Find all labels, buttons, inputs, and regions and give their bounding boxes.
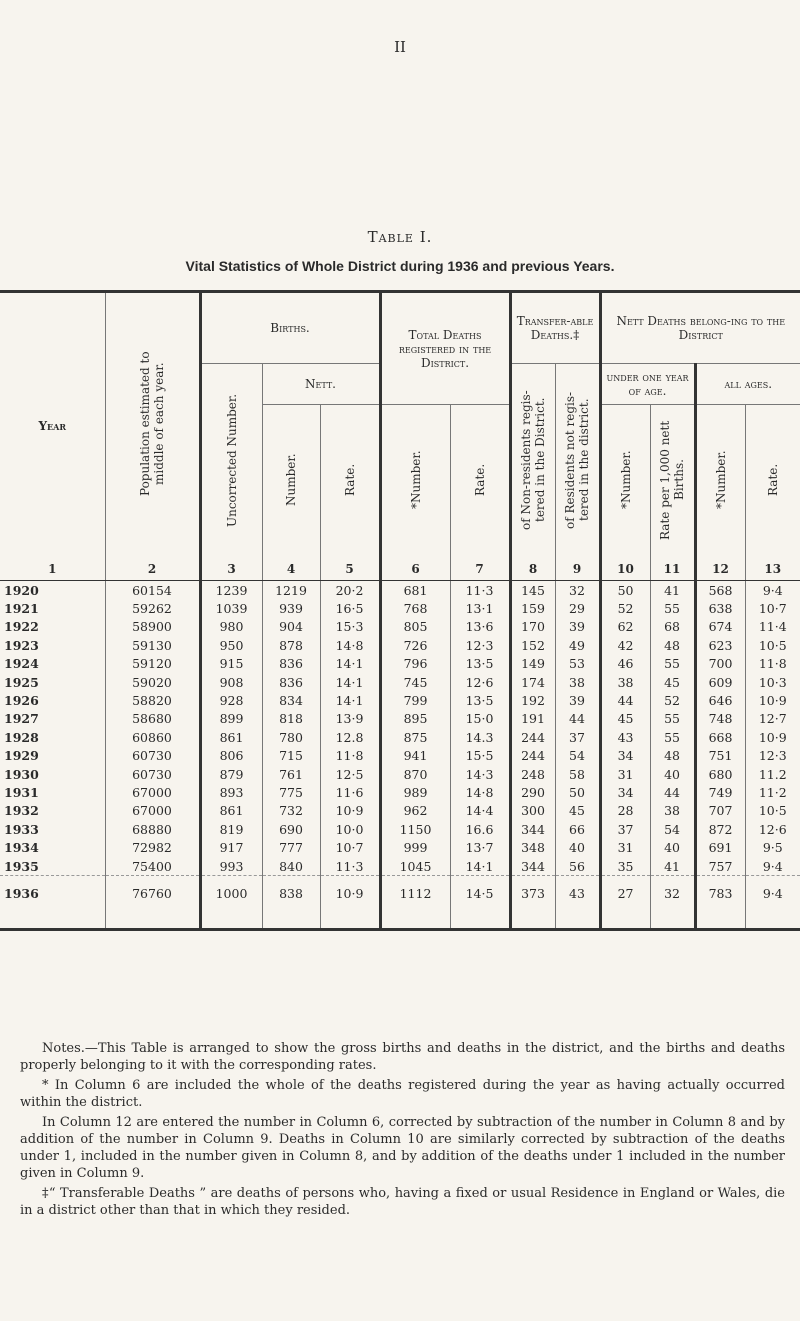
table-cell: 748 xyxy=(695,710,745,728)
table-cell: 908 xyxy=(200,673,262,691)
header-births-rate: Rate. xyxy=(342,463,357,497)
table-cell: 300 xyxy=(510,802,555,820)
table-cell: 13·5 xyxy=(450,691,510,709)
table-row xyxy=(0,691,800,709)
table-cell: 861 xyxy=(200,802,262,820)
table-cell: 10·9 xyxy=(320,802,380,820)
column-number: 1 xyxy=(0,558,105,581)
table-cell: 11·3 xyxy=(450,581,510,600)
table-row xyxy=(0,655,800,673)
table-cell: 58820 xyxy=(105,691,200,709)
table-cell: 48 xyxy=(650,747,695,765)
table-cell: 10·9 xyxy=(745,691,800,709)
year-cell: 1923 xyxy=(4,637,39,653)
table-cell: 14·8 xyxy=(320,636,380,654)
year-cell: 1925 xyxy=(4,674,39,690)
table-cell: 568 xyxy=(695,581,745,600)
table-cell: 20·2 xyxy=(320,581,380,600)
table-cell: 13·1 xyxy=(450,599,510,617)
table-cell: 59020 xyxy=(105,673,200,691)
table-cell: 609 xyxy=(695,673,745,691)
table-cell: 950 xyxy=(200,636,262,654)
column-number: 3 xyxy=(200,558,262,581)
header-under-one: under one year of age. xyxy=(600,364,695,405)
column-number: 5 xyxy=(320,558,380,581)
note-paragraph: ‡“ Transferable Deaths ” are deaths of persons who, having a fixed or usual Residence in England or Wales, die in a district other than that in which they resided. xyxy=(20,1186,785,1218)
table-cell: 39 xyxy=(555,691,600,709)
table-cell: 149 xyxy=(510,655,555,673)
table-cell: 29 xyxy=(555,599,600,617)
table-cell: 10·3 xyxy=(745,673,800,691)
table-cell: 11.2 xyxy=(745,765,800,783)
table-cell: 915 xyxy=(200,655,262,673)
year-cell: 1934 xyxy=(4,840,39,856)
table-cell: 1045 xyxy=(380,857,450,876)
table-cell: 44 xyxy=(600,691,650,709)
table-cell: 66 xyxy=(555,820,600,838)
table-subtitle: Vital Statistics of Whole District during 1936 and previous Years. xyxy=(185,258,615,274)
table-cell: 623 xyxy=(695,636,745,654)
table-cell: 989 xyxy=(380,783,450,801)
column-number: 10 xyxy=(600,558,650,581)
table-cell: 34 xyxy=(600,783,650,801)
table-cell: 67000 xyxy=(105,783,200,801)
table-cell: 872 xyxy=(695,820,745,838)
table-cell: 14·1 xyxy=(320,673,380,691)
header-population: Population estimated to middle of each year. xyxy=(138,351,166,497)
table-cell: 775 xyxy=(262,783,320,801)
table-cell: 674 xyxy=(695,618,745,636)
table-cell: 980 xyxy=(200,618,262,636)
table-cell: 962 xyxy=(380,802,450,820)
table-cell: 10·9 xyxy=(745,728,800,746)
year-cell: 1926 xyxy=(4,693,39,709)
year-cell: 1931 xyxy=(4,784,39,800)
column-number: 8 xyxy=(510,558,555,581)
table-cell: 14·3 xyxy=(450,765,510,783)
table-cell: 170 xyxy=(510,618,555,636)
table-cell: 12·6 xyxy=(450,673,510,691)
table-cell: 45 xyxy=(555,802,600,820)
table-cell: 44 xyxy=(555,710,600,728)
header-total-deaths: Total Deaths registered in the District. xyxy=(380,292,510,405)
table-cell: 668 xyxy=(695,728,745,746)
header-births: Births. xyxy=(200,292,380,364)
note-paragraph: * In Column 6 are included the whole of the deaths registered during the year as having actually occurred within the district. xyxy=(20,1078,785,1110)
table-cell: 12.8 xyxy=(320,728,380,746)
table-cell: 58 xyxy=(555,765,600,783)
table-row xyxy=(0,581,800,600)
header-residents: of Residents not regis-tered in the district. xyxy=(563,390,591,529)
table-cell: 1000 xyxy=(200,876,262,930)
table-cell: 59120 xyxy=(105,655,200,673)
table-cell: 16.6 xyxy=(450,820,510,838)
table-cell: 14·4 xyxy=(450,802,510,820)
table-cell: 700 xyxy=(695,655,745,673)
table-cell: 39 xyxy=(555,618,600,636)
table-cell: 840 xyxy=(262,857,320,876)
table-cell: 50 xyxy=(555,783,600,801)
table-cell: 818 xyxy=(262,710,320,728)
table-row xyxy=(0,618,800,636)
table-cell: 12·3 xyxy=(450,636,510,654)
header-rate-per-1000: Rate per 1,000 nett Births. xyxy=(658,420,687,540)
table-cell: 768 xyxy=(380,599,450,617)
table-cell: 37 xyxy=(600,820,650,838)
table-cell: 14.3 xyxy=(450,728,510,746)
header-nett: Nett. xyxy=(262,364,380,405)
table-cell: 62 xyxy=(600,618,650,636)
column-number: 7 xyxy=(450,558,510,581)
table-cell: 174 xyxy=(510,673,555,691)
year-cell: 1933 xyxy=(4,821,39,837)
header-deaths-number: *Number. xyxy=(408,450,423,510)
table-cell: 757 xyxy=(695,857,745,876)
table-cell: 10·0 xyxy=(320,820,380,838)
table-row xyxy=(0,747,800,765)
table-cell: 870 xyxy=(380,765,450,783)
table-cell: 60154 xyxy=(105,581,200,600)
table-cell: 777 xyxy=(262,838,320,856)
table-cell: 14·1 xyxy=(320,691,380,709)
table-cell: 805 xyxy=(380,618,450,636)
table-row xyxy=(0,636,800,654)
table-cell: 819 xyxy=(200,820,262,838)
table-cell: 145 xyxy=(510,581,555,600)
header-transferable: Transfer-able Deaths.‡ xyxy=(510,292,600,364)
table-cell: 52 xyxy=(600,599,650,617)
table-cell: 726 xyxy=(380,636,450,654)
header-year: Year xyxy=(38,418,67,433)
table-cell: 749 xyxy=(695,783,745,801)
table-cell: 43 xyxy=(600,728,650,746)
table-cell: 838 xyxy=(262,876,320,930)
year-cell: 1924 xyxy=(4,656,39,672)
table-cell: 11·4 xyxy=(745,618,800,636)
table-cell: 37 xyxy=(555,728,600,746)
table-cell: 15·0 xyxy=(450,710,510,728)
table-cell: 192 xyxy=(510,691,555,709)
table-cell: 917 xyxy=(200,838,262,856)
table-row xyxy=(0,820,800,838)
table-row xyxy=(0,765,800,783)
table-cell: 42 xyxy=(600,636,650,654)
table-cell: 9·4 xyxy=(745,581,800,600)
table-cell: 38 xyxy=(650,802,695,820)
table-cell: 14·1 xyxy=(320,655,380,673)
table-cell: 248 xyxy=(510,765,555,783)
table-cell: 9·4 xyxy=(745,857,800,876)
year-cell: 1929 xyxy=(4,748,39,764)
table-cell: 54 xyxy=(650,820,695,838)
table-row xyxy=(0,802,800,820)
table-cell: 12·5 xyxy=(320,765,380,783)
table-cell: 836 xyxy=(262,655,320,673)
table-row xyxy=(0,838,800,856)
table-cell: 191 xyxy=(510,710,555,728)
table-cell: 159 xyxy=(510,599,555,617)
note-paragraph: Notes.—This Table is arranged to show the gross births and deaths in the district, and the births and deaths properly belonging to it with the corresponding rates. xyxy=(20,1041,785,1073)
table-cell: 52 xyxy=(650,691,695,709)
table-cell: 244 xyxy=(510,728,555,746)
table-cell: 41 xyxy=(650,857,695,876)
table-cell: 796 xyxy=(380,655,450,673)
table-cell: 836 xyxy=(262,673,320,691)
table-cell: 10·9 xyxy=(320,876,380,930)
table-cell: 55 xyxy=(650,728,695,746)
table-cell: 732 xyxy=(262,802,320,820)
table-cell: 646 xyxy=(695,691,745,709)
table-cell: 11·2 xyxy=(745,783,800,801)
table-cell: 799 xyxy=(380,691,450,709)
table-cell: 67000 xyxy=(105,802,200,820)
table-cell: 38 xyxy=(555,673,600,691)
table-cell: 244 xyxy=(510,747,555,765)
table-cell: 76760 xyxy=(105,876,200,930)
year-cell: 1922 xyxy=(4,619,39,635)
table-cell: 373 xyxy=(510,876,555,930)
table-cell: 680 xyxy=(695,765,745,783)
table-cell: 10·5 xyxy=(745,802,800,820)
table-cell: 761 xyxy=(262,765,320,783)
table-cell: 638 xyxy=(695,599,745,617)
table-cell: 899 xyxy=(200,710,262,728)
year-cell: 1927 xyxy=(4,711,39,727)
header-all-ages-number: *Number. xyxy=(713,450,728,510)
table-cell: 10·7 xyxy=(745,599,800,617)
table-cell: 34 xyxy=(600,747,650,765)
table-cell: 893 xyxy=(200,783,262,801)
table-cell: 691 xyxy=(695,838,745,856)
table-cell: 35 xyxy=(600,857,650,876)
table-cell: 895 xyxy=(380,710,450,728)
table-cell: 806 xyxy=(200,747,262,765)
table-cell: 54 xyxy=(555,747,600,765)
table-cell: 690 xyxy=(262,820,320,838)
table-cell: 751 xyxy=(695,747,745,765)
table-cell: 59262 xyxy=(105,599,200,617)
table-row xyxy=(0,857,800,876)
notes xyxy=(20,1040,785,1222)
table-cell: 13·7 xyxy=(450,838,510,856)
table-cell: 999 xyxy=(380,838,450,856)
table-cell: 31 xyxy=(600,765,650,783)
table-cell: 44 xyxy=(650,783,695,801)
table-cell: 41 xyxy=(650,581,695,600)
table-cell: 56 xyxy=(555,857,600,876)
table-cell: 60860 xyxy=(105,728,200,746)
table-cell: 12·3 xyxy=(745,747,800,765)
table-row xyxy=(0,673,800,691)
table-cell: 60730 xyxy=(105,747,200,765)
table-cell: 879 xyxy=(200,765,262,783)
table-cell: 928 xyxy=(200,691,262,709)
table-cell: 72982 xyxy=(105,838,200,856)
table-cell: 834 xyxy=(262,691,320,709)
table-cell: 59130 xyxy=(105,636,200,654)
table-cell: 290 xyxy=(510,783,555,801)
table-cell: 75400 xyxy=(105,857,200,876)
table-cell: 904 xyxy=(262,618,320,636)
table-cell: 48 xyxy=(650,636,695,654)
table-cell: 40 xyxy=(555,838,600,856)
table-cell: 31 xyxy=(600,838,650,856)
year-cell: 1936 xyxy=(0,876,105,930)
column-number: 2 xyxy=(105,558,200,581)
table-cell: 745 xyxy=(380,673,450,691)
column-number: 13 xyxy=(745,558,800,581)
table-cell: 13·5 xyxy=(450,655,510,673)
table-cell: 861 xyxy=(200,728,262,746)
table-cell: 58900 xyxy=(105,618,200,636)
column-number: 4 xyxy=(262,558,320,581)
table-cell: 15·3 xyxy=(320,618,380,636)
table-cell: 9·5 xyxy=(745,838,800,856)
table-cell: 12·7 xyxy=(745,710,800,728)
vital-statistics-table xyxy=(0,290,800,931)
table-cell: 1112 xyxy=(380,876,450,930)
table-cell: 46 xyxy=(600,655,650,673)
table-cell: 939 xyxy=(262,599,320,617)
table-cell: 16·5 xyxy=(320,599,380,617)
column-number: 11 xyxy=(650,558,695,581)
header-nett-deaths: Nett Deaths belong-ing to the District xyxy=(600,292,800,364)
table-cell: 53 xyxy=(555,655,600,673)
header-all-ages-rate: Rate. xyxy=(765,463,780,497)
table-cell: 50 xyxy=(600,581,650,600)
note-paragraph: In Column 12 are entered the number in Column 6, corrected by subtraction of the number in Column 8 and by addition of the number in Column 9. Deaths in Column 10 are similarly corrected by subtraction of the deaths under 1, included in the number given in Column 8, and by addition of the deaths under 1 included in the number given in Column 9. xyxy=(20,1115,785,1181)
table-cell: 10·7 xyxy=(320,838,380,856)
table-cell: 14·8 xyxy=(450,783,510,801)
table-cell: 1239 xyxy=(200,581,262,600)
table-cell: 993 xyxy=(200,857,262,876)
year-cell: 1932 xyxy=(4,803,39,819)
table-cell: 55 xyxy=(650,655,695,673)
table-cell: 40 xyxy=(650,838,695,856)
table-cell: 707 xyxy=(695,802,745,820)
table-cell: 681 xyxy=(380,581,450,600)
year-cell: 1920 xyxy=(4,582,39,598)
table-cell: 45 xyxy=(650,673,695,691)
table-cell: 9·4 xyxy=(745,876,800,930)
table-cell: 13·6 xyxy=(450,618,510,636)
table-cell: 14·5 xyxy=(450,876,510,930)
table-row xyxy=(0,710,800,728)
table-cell: 27 xyxy=(600,876,650,930)
column-number: 12 xyxy=(695,558,745,581)
table-row xyxy=(0,876,800,930)
table-cell: 344 xyxy=(510,820,555,838)
table-title: Table I. xyxy=(367,228,433,246)
page-number: II xyxy=(394,38,406,56)
year-cell: 1921 xyxy=(4,601,39,617)
year-cell: 1935 xyxy=(4,858,39,874)
table-cell: 11·8 xyxy=(745,655,800,673)
header-non-residents: of Non-residents regis-tered in the District. xyxy=(519,389,547,530)
table-cell: 715 xyxy=(262,747,320,765)
table-cell: 1219 xyxy=(262,581,320,600)
table-cell: 32 xyxy=(555,581,600,600)
table-cell: 344 xyxy=(510,857,555,876)
table-cell: 783 xyxy=(695,876,745,930)
table-cell: 12·6 xyxy=(745,820,800,838)
table-row xyxy=(0,728,800,746)
year-cell: 1928 xyxy=(4,729,39,745)
table-cell: 55 xyxy=(650,710,695,728)
table-cell: 28 xyxy=(600,802,650,820)
table-cell: 14·1 xyxy=(450,857,510,876)
table-cell: 780 xyxy=(262,728,320,746)
table-cell: 875 xyxy=(380,728,450,746)
table-cell: 43 xyxy=(555,876,600,930)
header-all-ages: all ages. xyxy=(695,364,800,405)
table-cell: 11·3 xyxy=(320,857,380,876)
table-cell: 68880 xyxy=(105,820,200,838)
header-under-one-number: *Number. xyxy=(618,450,633,510)
table-cell: 941 xyxy=(380,747,450,765)
table-cell: 1150 xyxy=(380,820,450,838)
header-deaths-rate: Rate. xyxy=(472,463,487,497)
table-cell: 55 xyxy=(650,599,695,617)
table-cell: 1039 xyxy=(200,599,262,617)
column-number: 9 xyxy=(555,558,600,581)
table-cell: 15·5 xyxy=(450,747,510,765)
table-cell: 11·6 xyxy=(320,783,380,801)
column-number: 6 xyxy=(380,558,450,581)
table-row xyxy=(0,783,800,801)
table-cell: 38 xyxy=(600,673,650,691)
table-cell: 32 xyxy=(650,876,695,930)
table-cell: 13·9 xyxy=(320,710,380,728)
table-cell: 152 xyxy=(510,636,555,654)
table-cell: 49 xyxy=(555,636,600,654)
table-cell: 68 xyxy=(650,618,695,636)
table-row xyxy=(0,599,800,617)
table-cell: 45 xyxy=(600,710,650,728)
table-cell: 40 xyxy=(650,765,695,783)
table-cell: 878 xyxy=(262,636,320,654)
header-births-number: Number. xyxy=(284,453,298,507)
table-cell: 348 xyxy=(510,838,555,856)
table-cell: 58680 xyxy=(105,710,200,728)
table-cell: 10·5 xyxy=(745,636,800,654)
header-uncorrected: Uncorrected Number. xyxy=(224,392,239,527)
table-cell: 11·8 xyxy=(320,747,380,765)
year-cell: 1930 xyxy=(4,766,39,782)
table-cell: 60730 xyxy=(105,765,200,783)
